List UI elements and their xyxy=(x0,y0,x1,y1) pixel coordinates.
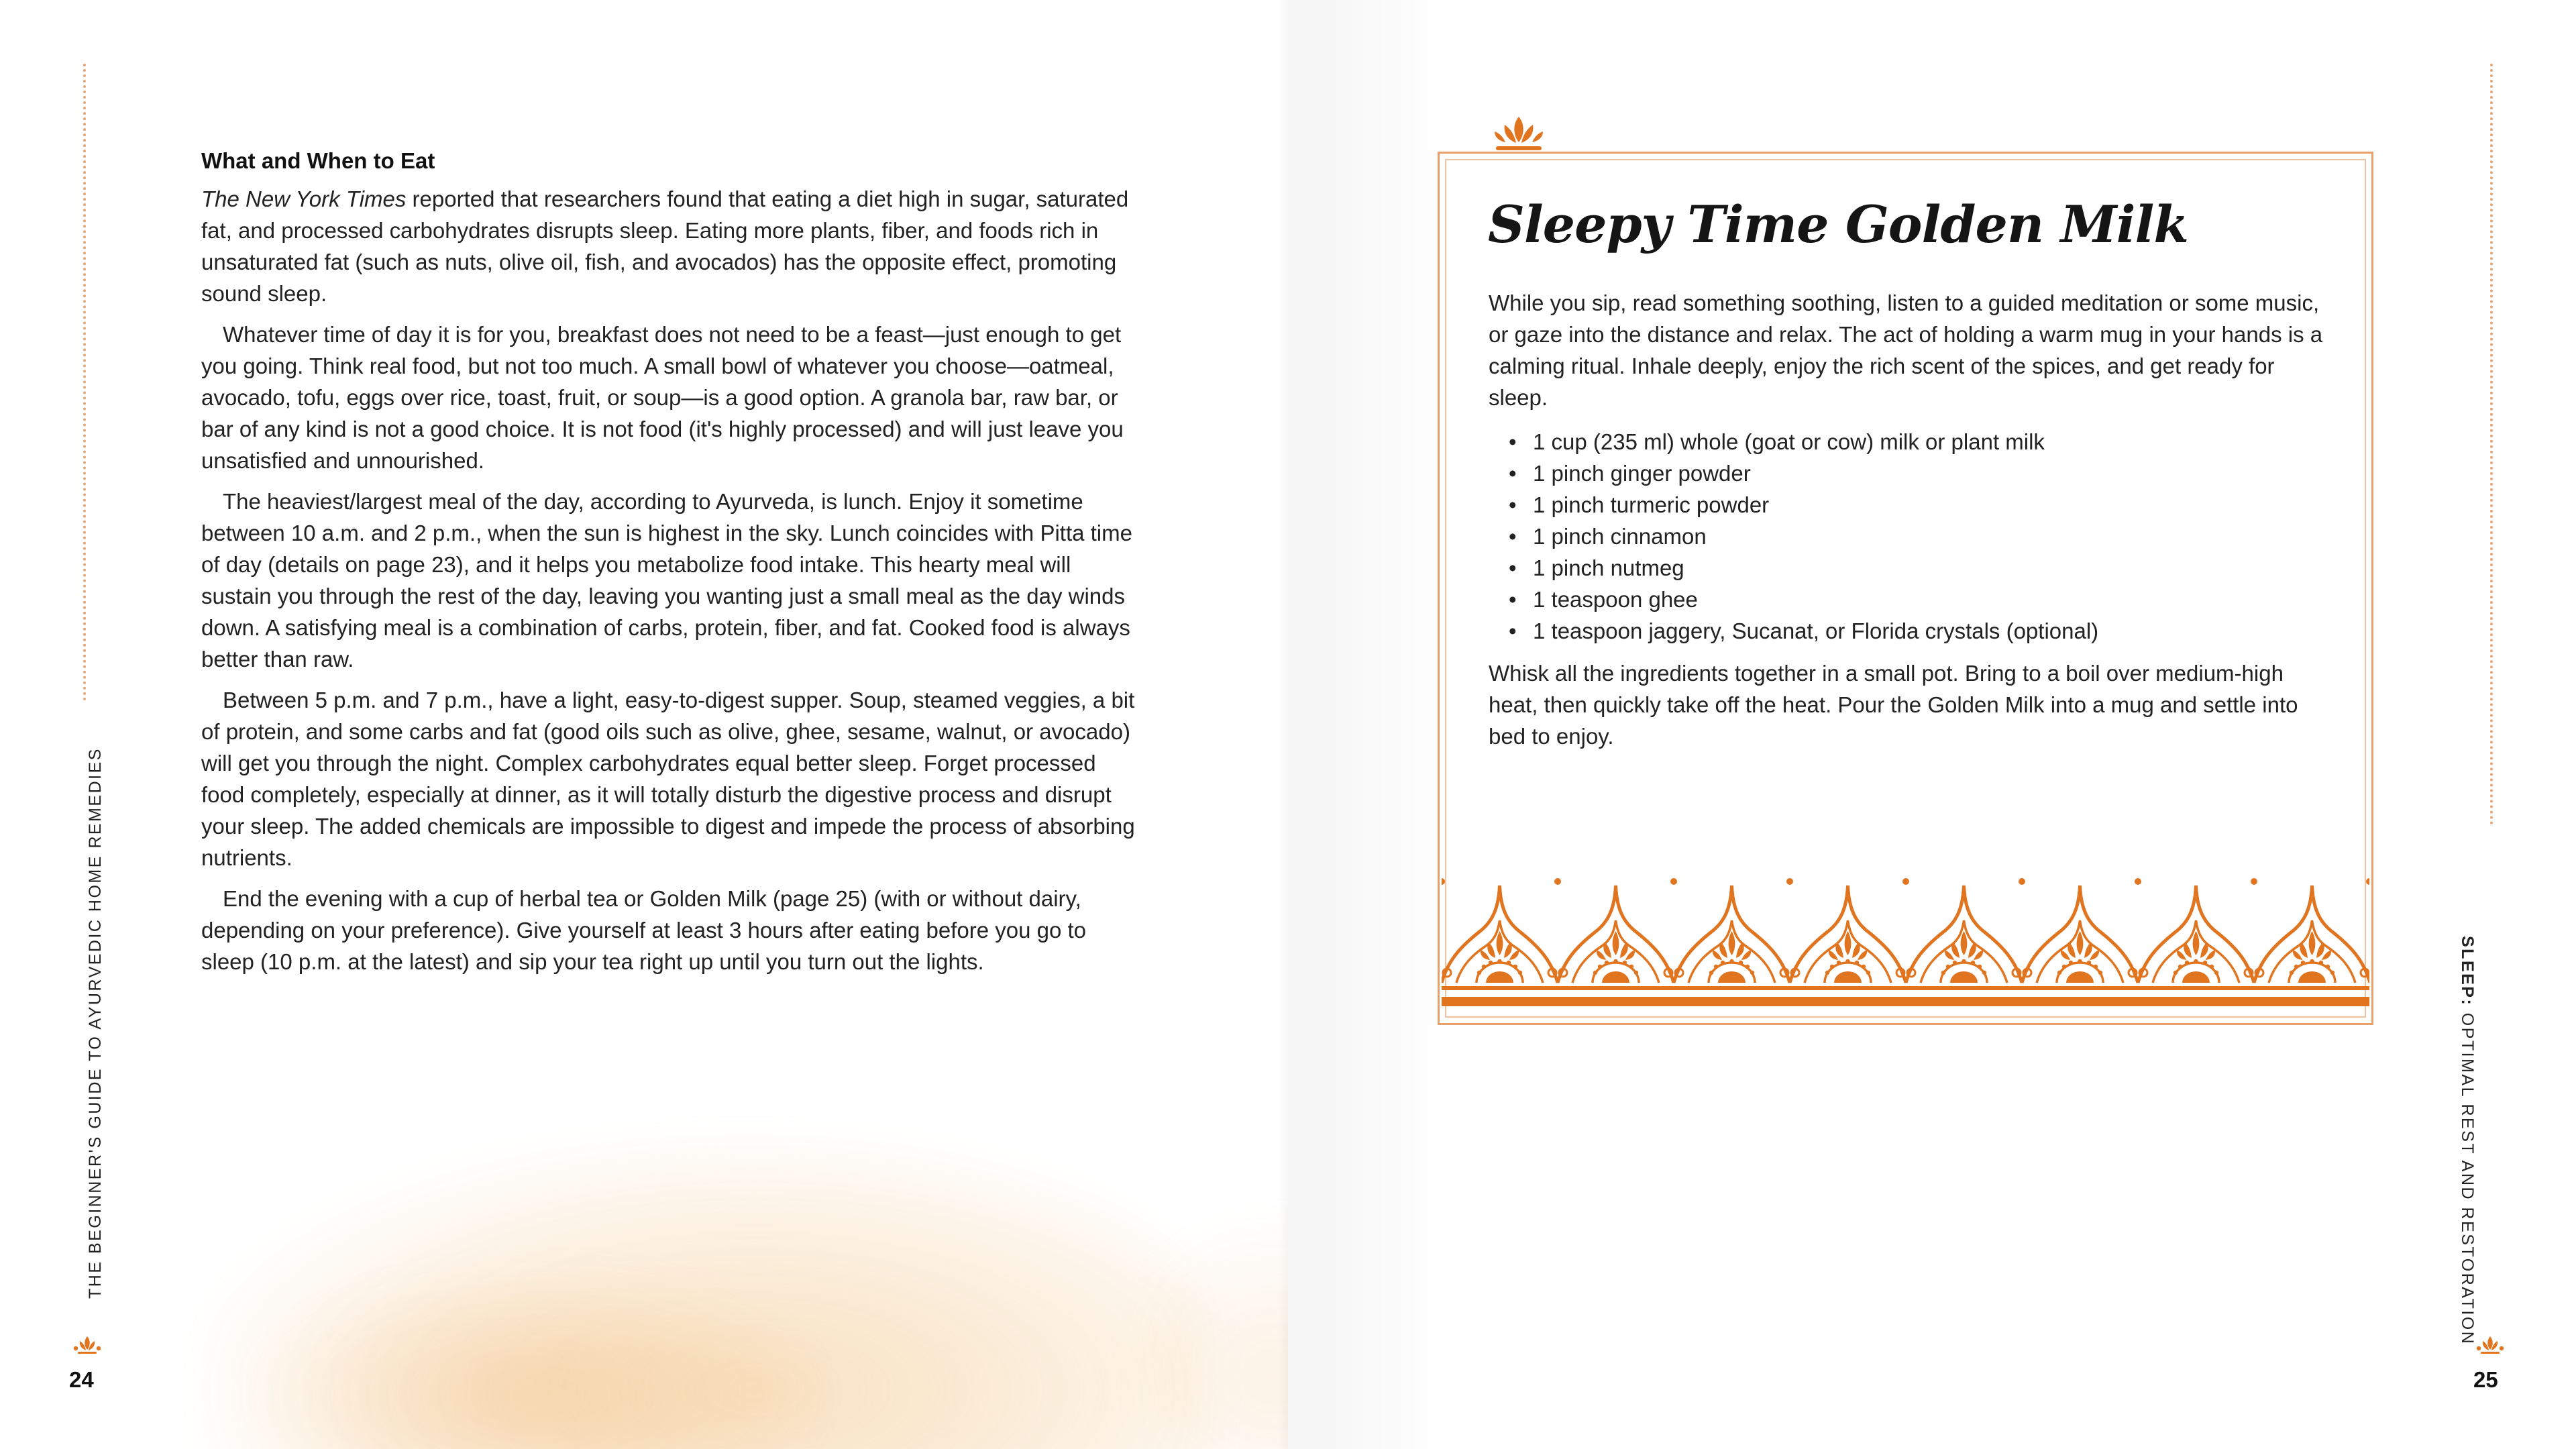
left-dotted-rule xyxy=(83,64,86,701)
right-running-head xyxy=(2457,936,2477,1345)
recipe-method: Whisk all the ingredients together in a small pot. Bring to a boil over medium-high heat, then quickly take off the heat. Pour the Golden Milk into a mug and settle into bed to enjoy. xyxy=(1489,661,2298,749)
page-number-right: 25 xyxy=(2473,1367,2498,1392)
body-paragraph xyxy=(201,183,1140,309)
left-body-text xyxy=(201,145,1140,987)
body-paragraph: The heaviest/largest meal of the day, according to Ayurveda, is lunch. Enjoy it sometime between 10 a.m. and 2 p.m., when the sun is highest in the sky. Lunch coincides with Pitta time of day (details on page 23), and it helps you metabolize food intake. This hearty meal will sustain you through the rest of the day, leaving you wanting just a small meal as the day winds down. A satisfying meal is a combination of carbs, protein, fiber, and fat. Cooked food is always better than raw. xyxy=(201,489,1132,672)
mandala-border-pattern xyxy=(1442,872,2369,1021)
section-heading: What and When to Eat xyxy=(201,148,435,173)
recipe-intro: While you sip, read something soothing, listen to a guided meditation or some music, or gaze into the distance and relax. The act of holding a warm mug in your hands is a calming ritual. Inhale deeply, enjoy the rich scent of the spices, and get ready for sleep. xyxy=(1489,290,2323,410)
watercolor-wash-core xyxy=(235,1261,839,1449)
body-paragraph: Between 5 p.m. and 7 p.m., have a light, easy-to-digest supper. Soup, steamed veggies, a bit of protein, and some carbs and fat (good oils such as olive, ghee, sesame, walnut, or avocado) will get you through the night. Complex carbohydrates equal better sleep. Forget processed food completely, especially at dinner, as it will totally disturb the digestive process and disrupt your sleep. The added chemicals are impossible to digest and impede the process of absorbing nutrients. xyxy=(201,688,1135,870)
running-head-bold: SLEEP: xyxy=(2458,936,2477,1007)
recipe-title: Sleepy Time Golden Milk xyxy=(1488,195,2189,254)
watercolor-wash-edge xyxy=(1140,1208,1288,1449)
body-paragraph: Whatever time of day it is for you, breakfast does not need to be a feast—just enough to get you going. Think real food, but not too much. A small bowl of whatever you choose—oatmeal, avocado, tofu, eggs over rice, toast, fruit, or soup—is a good option. A granola bar, raw bar, or bar of any kind is not a good choice. It is not food (it's highly processed) and will just leave you unsatisfied and unnourished. xyxy=(201,322,1124,473)
body-paragraph: End the evening with a cup of herbal tea or Golden Milk (page 25) (with or without dairy, depending on your preference). Give yourself at least 3 hours after eating before you go to sleep (10 p.m. at the latest) and sip your tea right up until you turn out the lights. xyxy=(201,886,1086,974)
lotus-flower-icon xyxy=(1487,115,1551,153)
ingredient-list xyxy=(1506,426,2311,647)
publication-name: The New York Times xyxy=(201,186,407,211)
page-number-left: 24 xyxy=(69,1367,94,1392)
ingredient-item: • 1 pinch turmeric powder xyxy=(1506,489,2311,521)
ingredient-item: • 1 teaspoon ghee xyxy=(1506,584,2311,615)
ingredient-item: • 1 pinch ginger powder xyxy=(1506,458,2311,489)
watercolor-wash xyxy=(201,1140,1208,1449)
lotus-flower-icon xyxy=(2475,1335,2505,1355)
right-dotted-rule xyxy=(2490,64,2493,825)
ingredient-item: • 1 teaspoon jaggery, Sucanat, or Florida crystals (optional) xyxy=(1506,615,2311,647)
ingredient-item: • 1 pinch nutmeg xyxy=(1506,552,2311,584)
paragraph-text: reported that researchers found that eating a diet high in sugar, saturated fat, and processed carbohydrates disrupts sleep. Eating more plants, fiber, and foods rich in unsaturated fat (such as nuts, olive oil, fish, and avocados) has the opposite effect, promoting sound sleep. xyxy=(201,186,1129,306)
running-head-rest: OPTIMAL REST AND RESTORATION xyxy=(2458,1006,2477,1346)
lotus-flower-icon xyxy=(72,1335,102,1355)
ingredient-item: • 1 cup (235 ml) whole (goat or cow) milk or plant milk xyxy=(1506,426,2311,458)
left-running-head: THE BEGINNER'S GUIDE TO AYURVEDIC HOME REMEDIES xyxy=(86,747,105,1299)
ingredient-item: • 1 pinch cinnamon xyxy=(1506,521,2311,552)
